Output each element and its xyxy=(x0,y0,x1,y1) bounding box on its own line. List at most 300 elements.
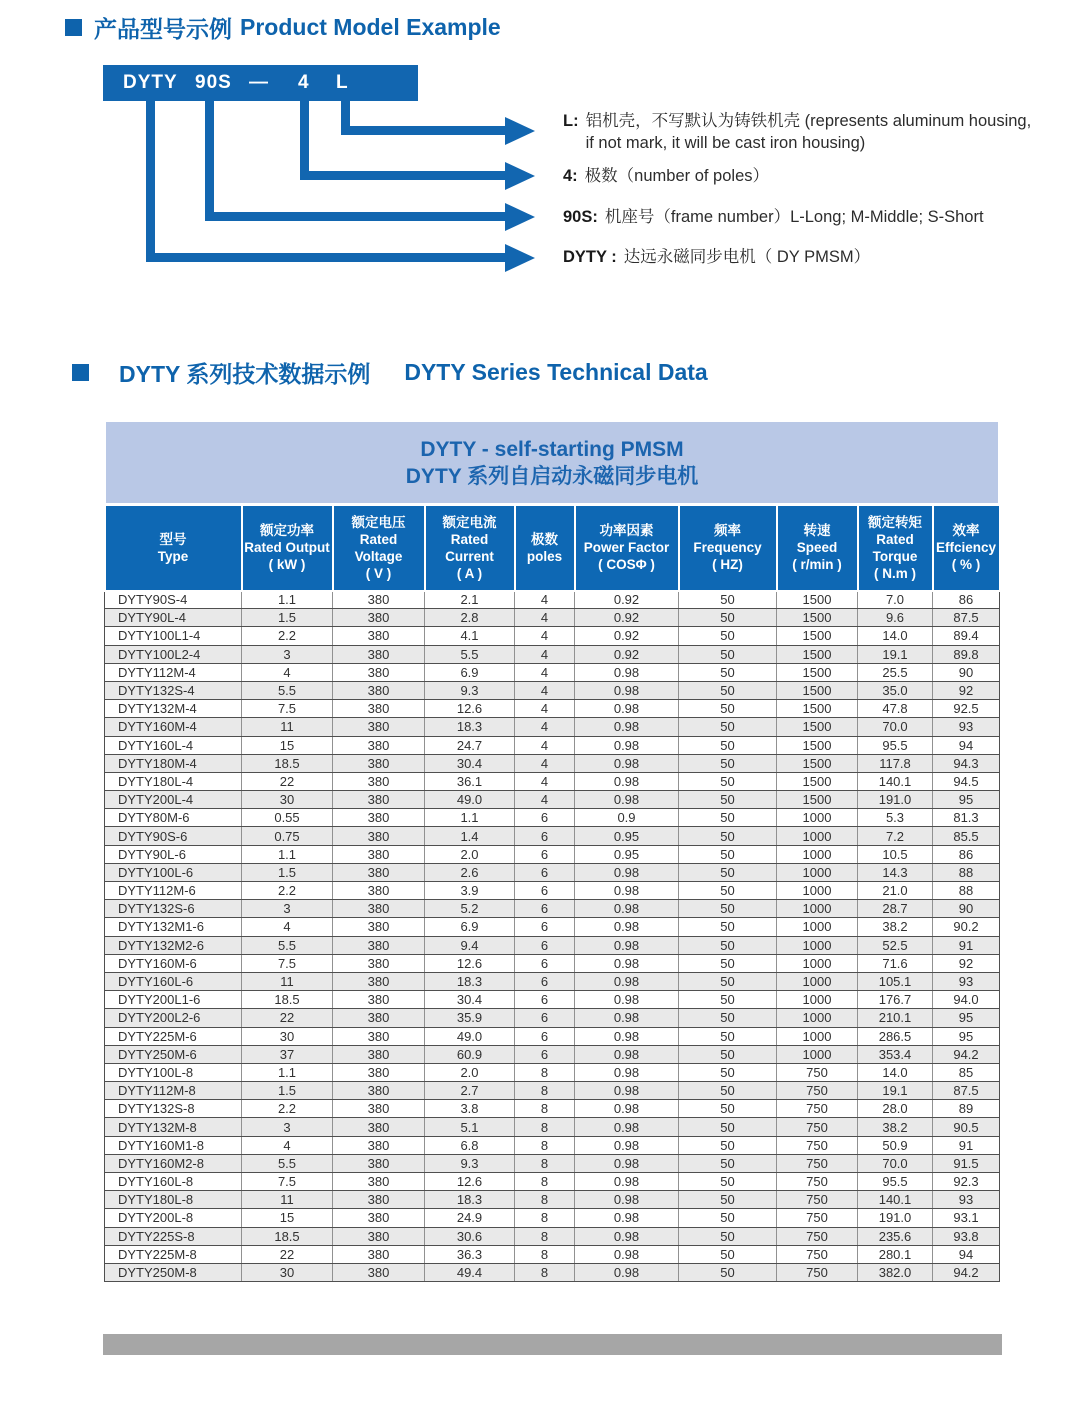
table-cell: 750 xyxy=(777,1154,858,1172)
table-cell: 50 xyxy=(679,1227,777,1245)
table-cell: 93 xyxy=(933,1191,1000,1209)
table-cell: 93 xyxy=(933,972,1000,990)
table-cell: 4 xyxy=(515,609,575,627)
table-cell: 0.98 xyxy=(575,1154,679,1172)
table-cell: 750 xyxy=(777,1082,858,1100)
table-cell: 50 xyxy=(679,1191,777,1209)
table-cell: DYTY100L2-4 xyxy=(105,645,242,663)
table-cell: 0.98 xyxy=(575,700,679,718)
table-cell: 50 xyxy=(679,1118,777,1136)
table-cell: 90.5 xyxy=(933,1118,1000,1136)
column-header: 极数 poles xyxy=(515,505,575,591)
table-cell: 1500 xyxy=(777,772,858,790)
table-header-row xyxy=(105,505,1000,591)
callout-text: 铝机壳，不写默认为铸铁机壳 (represents aluminum housing, if not mark, it will be cast iron housing) xyxy=(585,112,1032,152)
table-cell: 6 xyxy=(515,809,575,827)
table-row xyxy=(105,1009,1000,1027)
table-cell: 88 xyxy=(933,863,1000,881)
table-cell: 0.98 xyxy=(575,1227,679,1245)
table-row xyxy=(105,918,1000,936)
table-cell: 4 xyxy=(515,791,575,809)
table-cell: 191.0 xyxy=(858,791,933,809)
table-cell: DYTY160L-4 xyxy=(105,736,242,754)
table-cell: 30.4 xyxy=(425,754,515,772)
table-cell: 140.1 xyxy=(858,772,933,790)
table-cell: 5.5 xyxy=(242,681,333,699)
table-cell: 1000 xyxy=(777,863,858,881)
table-cell: 1.5 xyxy=(242,609,333,627)
table-cell: 50 xyxy=(679,1063,777,1081)
callout-key: 4: xyxy=(563,167,578,185)
table-title-en: DYTY - self-starting PMSM xyxy=(420,437,684,461)
table-cell: 380 xyxy=(333,681,425,699)
table-cell: 0.98 xyxy=(575,1082,679,1100)
table-row xyxy=(105,900,1000,918)
table-cell: 86 xyxy=(933,591,1000,609)
table-cell: 0.98 xyxy=(575,1063,679,1081)
table-cell: 8 xyxy=(515,1191,575,1209)
table-cell: 380 xyxy=(333,1209,425,1227)
table-cell: 1000 xyxy=(777,1027,858,1045)
table-cell: 380 xyxy=(333,882,425,900)
table-cell: 2.2 xyxy=(242,627,333,645)
model-callout xyxy=(563,110,1033,154)
table-cell: 286.5 xyxy=(858,1027,933,1045)
table-cell: 0.95 xyxy=(575,827,679,845)
table-cell: 50 xyxy=(679,1082,777,1100)
table-cell: 7.2 xyxy=(858,827,933,845)
table-cell: 50 xyxy=(679,700,777,718)
table-cell: 8 xyxy=(515,1136,575,1154)
table-cell: 70.0 xyxy=(858,718,933,736)
table-cell: 50 xyxy=(679,991,777,1009)
table-row xyxy=(105,954,1000,972)
table-cell: 1.1 xyxy=(242,1063,333,1081)
table-cell: 380 xyxy=(333,736,425,754)
table-cell: 90 xyxy=(933,900,1000,918)
table-row xyxy=(105,591,1000,609)
table-cell: DYTY200L-8 xyxy=(105,1209,242,1227)
table-cell: 38.2 xyxy=(858,918,933,936)
table-row xyxy=(105,1100,1000,1118)
table-cell: 0.98 xyxy=(575,1136,679,1154)
table-cell: 210.1 xyxy=(858,1009,933,1027)
table-cell: 94.3 xyxy=(933,754,1000,772)
table-cell: 50 xyxy=(679,627,777,645)
table-cell: 0.98 xyxy=(575,681,679,699)
table-cell: 0.98 xyxy=(575,1027,679,1045)
table-cell: 9.4 xyxy=(425,936,515,954)
table-cell: 176.7 xyxy=(858,991,933,1009)
table-cell: 91 xyxy=(933,936,1000,954)
callout-key: DYTY : xyxy=(563,248,617,266)
table-cell: 0.98 xyxy=(575,1245,679,1263)
bullet-square-icon xyxy=(65,19,82,36)
table-row xyxy=(105,845,1000,863)
table-cell: DYTY180L-4 xyxy=(105,772,242,790)
table-cell: 5.2 xyxy=(425,900,515,918)
table-cell: 50 xyxy=(679,1263,777,1281)
table-cell: 50 xyxy=(679,918,777,936)
table-cell: 90.2 xyxy=(933,918,1000,936)
table-footer-bar xyxy=(103,1334,1002,1355)
table-row xyxy=(105,1118,1000,1136)
table-cell: 28.0 xyxy=(858,1100,933,1118)
table-cell: 2.2 xyxy=(242,1100,333,1118)
table-cell: 1500 xyxy=(777,609,858,627)
table-cell: 0.98 xyxy=(575,1100,679,1118)
table-cell: 380 xyxy=(333,827,425,845)
table-cell: 0.55 xyxy=(242,809,333,827)
table-cell: 750 xyxy=(777,1100,858,1118)
table-cell: 380 xyxy=(333,1154,425,1172)
table-cell: 0.98 xyxy=(575,954,679,972)
table-cell: 8 xyxy=(515,1154,575,1172)
table-cell: 0.98 xyxy=(575,1173,679,1191)
table-cell: 1000 xyxy=(777,882,858,900)
table-cell: 6.9 xyxy=(425,663,515,681)
table-row xyxy=(105,700,1000,718)
table-cell: 380 xyxy=(333,1136,425,1154)
table-cell: 88 xyxy=(933,882,1000,900)
table-cell: 8 xyxy=(515,1209,575,1227)
table-cell: 2.7 xyxy=(425,1082,515,1100)
column-header: 额定电流 Rated Current ( A ) xyxy=(425,505,515,591)
table-cell: DYTY112M-6 xyxy=(105,882,242,900)
table-cell: 6.9 xyxy=(425,918,515,936)
table-cell: 50 xyxy=(679,663,777,681)
table-cell: 8 xyxy=(515,1118,575,1136)
table-row xyxy=(105,718,1000,736)
table-cell: 92 xyxy=(933,954,1000,972)
table-cell: 1.5 xyxy=(242,863,333,881)
table-title-zh: DYTY 系列自启动永磁同步电机 xyxy=(405,464,699,488)
table-cell: 30 xyxy=(242,791,333,809)
table-cell: 3.9 xyxy=(425,882,515,900)
table-cell: 5.1 xyxy=(425,1118,515,1136)
table-cell: 21.0 xyxy=(858,882,933,900)
table-cell: 1.1 xyxy=(242,591,333,609)
table-cell: 36.1 xyxy=(425,772,515,790)
model-part-frame: 90S xyxy=(195,72,232,93)
table-cell: 25.5 xyxy=(858,663,933,681)
connector-line xyxy=(300,101,309,180)
table-cell: 95 xyxy=(933,791,1000,809)
table-cell: 18.3 xyxy=(425,972,515,990)
table-cell: 50 xyxy=(679,772,777,790)
table-row xyxy=(105,1154,1000,1172)
table-cell: DYTY90L-4 xyxy=(105,609,242,627)
table-cell: 4 xyxy=(515,718,575,736)
table-cell: 22 xyxy=(242,772,333,790)
table-cell: 50 xyxy=(679,645,777,663)
table-cell: 24.7 xyxy=(425,736,515,754)
table-cell: DYTY250M-8 xyxy=(105,1263,242,1281)
table-cell: 380 xyxy=(333,591,425,609)
table-cell: 95 xyxy=(933,1027,1000,1045)
table-cell: 6 xyxy=(515,863,575,881)
table-cell: DYTY225M-8 xyxy=(105,1245,242,1263)
model-part-housing: L xyxy=(336,72,349,93)
table-cell: DYTY132S-8 xyxy=(105,1100,242,1118)
table-row xyxy=(105,936,1000,954)
callout-text: 达远永磁同步电机（ DY PMSM） xyxy=(623,248,871,266)
table-cell: 3 xyxy=(242,645,333,663)
table-cell: DYTY160M1-8 xyxy=(105,1136,242,1154)
table-cell: 87.5 xyxy=(933,609,1000,627)
table-cell: DYTY90L-6 xyxy=(105,845,242,863)
table-cell: 6 xyxy=(515,991,575,1009)
table-cell: 0.9 xyxy=(575,809,679,827)
table-cell: 15 xyxy=(242,736,333,754)
arrow-right-icon xyxy=(505,244,535,272)
table-cell: DYTY160L-8 xyxy=(105,1173,242,1191)
table-cell: 380 xyxy=(333,1118,425,1136)
table-cell: 50 xyxy=(679,827,777,845)
table-cell: 70.0 xyxy=(858,1154,933,1172)
table-cell: 380 xyxy=(333,972,425,990)
table-row xyxy=(105,772,1000,790)
connector-line xyxy=(146,101,155,262)
table-cell: DYTY160M-6 xyxy=(105,954,242,972)
table-cell: 50 xyxy=(679,1045,777,1063)
table-cell: 12.6 xyxy=(425,1173,515,1191)
table-row xyxy=(105,1027,1000,1045)
table-row xyxy=(105,1245,1000,1263)
table-cell: 1000 xyxy=(777,972,858,990)
table-row xyxy=(105,791,1000,809)
table-cell: 4 xyxy=(515,700,575,718)
table-cell: 0.98 xyxy=(575,791,679,809)
table-cell: 93.1 xyxy=(933,1209,1000,1227)
table-cell: 380 xyxy=(333,936,425,954)
table-cell: 1000 xyxy=(777,845,858,863)
table-cell: 0.98 xyxy=(575,1045,679,1063)
table-row xyxy=(105,1173,1000,1191)
table-cell: 140.1 xyxy=(858,1191,933,1209)
table-cell: 1.5 xyxy=(242,1082,333,1100)
table-cell: 1500 xyxy=(777,681,858,699)
table-cell: 50 xyxy=(679,1027,777,1045)
table-cell: 18.3 xyxy=(425,718,515,736)
column-header: 转速 Speed ( r/min ) xyxy=(777,505,858,591)
table-cell: DYTY100L-6 xyxy=(105,863,242,881)
table-cell: 50 xyxy=(679,791,777,809)
table-cell: 11 xyxy=(242,972,333,990)
table-cell: 50 xyxy=(679,1136,777,1154)
table-cell: DYTY132M-8 xyxy=(105,1118,242,1136)
table-cell: 380 xyxy=(333,954,425,972)
table-cell: 117.8 xyxy=(858,754,933,772)
table-cell: 1500 xyxy=(777,591,858,609)
table-cell: 50 xyxy=(679,936,777,954)
table-cell: 90 xyxy=(933,663,1000,681)
table-cell: 81.3 xyxy=(933,809,1000,827)
table-cell: DYTY100L-8 xyxy=(105,1063,242,1081)
table-cell: DYTY180M-4 xyxy=(105,754,242,772)
table-cell: 6 xyxy=(515,972,575,990)
table-cell: 1000 xyxy=(777,991,858,1009)
table-row xyxy=(105,736,1000,754)
table-cell: 1500 xyxy=(777,645,858,663)
table-cell: 9.3 xyxy=(425,681,515,699)
table-cell: 0.98 xyxy=(575,736,679,754)
table-cell: 50 xyxy=(679,1009,777,1027)
table-cell: 30.4 xyxy=(425,991,515,1009)
table-cell: 52.5 xyxy=(858,936,933,954)
table-cell: 0.98 xyxy=(575,900,679,918)
table-cell: 50 xyxy=(679,754,777,772)
technical-data-table-wrap xyxy=(103,419,1000,1282)
technical-data-table xyxy=(103,419,1001,1282)
table-cell: DYTY160M-4 xyxy=(105,718,242,736)
column-header: 功率因素 Power Factor ( COSΦ ) xyxy=(575,505,679,591)
table-cell: 3.8 xyxy=(425,1100,515,1118)
table-cell: 8 xyxy=(515,1063,575,1081)
table-cell: 750 xyxy=(777,1245,858,1263)
table-cell: 750 xyxy=(777,1118,858,1136)
table-cell: DYTY200L1-6 xyxy=(105,991,242,1009)
table-cell: 105.1 xyxy=(858,972,933,990)
table-row xyxy=(105,882,1000,900)
table-cell: 18.5 xyxy=(242,754,333,772)
table-cell: 91.5 xyxy=(933,1154,1000,1172)
table-cell: 0.98 xyxy=(575,1118,679,1136)
table-cell: 35.0 xyxy=(858,681,933,699)
table-cell: 49.4 xyxy=(425,1263,515,1281)
table-cell: 0.98 xyxy=(575,1191,679,1209)
table-cell: 380 xyxy=(333,627,425,645)
table-cell: 50 xyxy=(679,1209,777,1227)
table-cell: 0.98 xyxy=(575,754,679,772)
table-cell: 1000 xyxy=(777,900,858,918)
table-cell: 1500 xyxy=(777,754,858,772)
model-part-dash: — xyxy=(249,72,269,93)
table-cell: 1000 xyxy=(777,809,858,827)
section2-title-zh: DYTY 系列技术数据示例 xyxy=(119,361,371,387)
table-cell: 92 xyxy=(933,681,1000,699)
table-cell: 50 xyxy=(679,845,777,863)
column-header: 频率 Frequency ( HZ) xyxy=(679,505,777,591)
connector-line xyxy=(341,126,505,135)
table-cell: 5.5 xyxy=(242,1154,333,1172)
table-cell: 1500 xyxy=(777,627,858,645)
table-row xyxy=(105,1082,1000,1100)
table-cell: 0.98 xyxy=(575,863,679,881)
table-cell: 4 xyxy=(515,681,575,699)
table-cell: 0.92 xyxy=(575,627,679,645)
table-cell: 6 xyxy=(515,900,575,918)
table-cell: 24.9 xyxy=(425,1209,515,1227)
table-cell: 1000 xyxy=(777,954,858,972)
table-row xyxy=(105,645,1000,663)
table-cell: 50 xyxy=(679,1154,777,1172)
table-cell: 95 xyxy=(933,1009,1000,1027)
table-cell: 382.0 xyxy=(858,1263,933,1281)
table-cell: 1.1 xyxy=(242,845,333,863)
model-callout xyxy=(563,165,1033,187)
table-cell: 6 xyxy=(515,918,575,936)
table-cell: 380 xyxy=(333,1082,425,1100)
table-cell: 14.0 xyxy=(858,1063,933,1081)
table-cell: DYTY132S-6 xyxy=(105,900,242,918)
table-cell: 380 xyxy=(333,863,425,881)
table-cell: 89.4 xyxy=(933,627,1000,645)
table-cell: 38.2 xyxy=(858,1118,933,1136)
table-cell: 8 xyxy=(515,1227,575,1245)
table-cell: 0.98 xyxy=(575,772,679,790)
table-cell: 47.8 xyxy=(858,700,933,718)
table-cell: 4 xyxy=(515,627,575,645)
table-cell: 6 xyxy=(515,827,575,845)
table-cell: 8 xyxy=(515,1263,575,1281)
table-cell: 380 xyxy=(333,772,425,790)
table-cell: 0.98 xyxy=(575,1009,679,1027)
table-cell: 1500 xyxy=(777,736,858,754)
table-cell: 30.6 xyxy=(425,1227,515,1245)
table-cell: DYTY90S-4 xyxy=(105,591,242,609)
table-cell: 0.98 xyxy=(575,936,679,954)
connector-line xyxy=(205,101,214,221)
table-cell: 95.5 xyxy=(858,736,933,754)
section2-title xyxy=(72,356,708,389)
table-cell: 12.6 xyxy=(425,954,515,972)
table-row xyxy=(105,1227,1000,1245)
table-cell: DYTY160M2-8 xyxy=(105,1154,242,1172)
table-cell: 9.3 xyxy=(425,1154,515,1172)
arrow-right-icon xyxy=(505,117,535,145)
table-cell: 6 xyxy=(515,1045,575,1063)
table-cell: 750 xyxy=(777,1191,858,1209)
table-cell: DYTY132M2-6 xyxy=(105,936,242,954)
table-cell: 50 xyxy=(679,900,777,918)
table-cell: 50.9 xyxy=(858,1136,933,1154)
table-cell: 380 xyxy=(333,1263,425,1281)
table-cell: 1500 xyxy=(777,700,858,718)
table-cell: 235.6 xyxy=(858,1227,933,1245)
table-cell: 89.8 xyxy=(933,645,1000,663)
table-cell: DYTY180L-8 xyxy=(105,1191,242,1209)
table-cell: 0.98 xyxy=(575,718,679,736)
table-cell: DYTY112M-8 xyxy=(105,1082,242,1100)
table-cell: 0.95 xyxy=(575,845,679,863)
table-cell: 18.5 xyxy=(242,991,333,1009)
table-cell: 50 xyxy=(679,718,777,736)
arrow-right-icon xyxy=(505,162,535,190)
table-cell: 50 xyxy=(679,882,777,900)
table-cell: 2.0 xyxy=(425,1063,515,1081)
table-cell: 380 xyxy=(333,609,425,627)
table-cell: 0.75 xyxy=(242,827,333,845)
table-row xyxy=(105,1136,1000,1154)
table-cell: 4 xyxy=(515,591,575,609)
table-cell: 35.9 xyxy=(425,1009,515,1027)
table-cell: 15 xyxy=(242,1209,333,1227)
table-cell: 191.0 xyxy=(858,1209,933,1227)
table-cell: DYTY132S-4 xyxy=(105,681,242,699)
table-cell: 86 xyxy=(933,845,1000,863)
table-cell: DYTY132M-4 xyxy=(105,700,242,718)
table-cell: 30 xyxy=(242,1263,333,1281)
table-cell: 1000 xyxy=(777,936,858,954)
table-cell: 6 xyxy=(515,1009,575,1027)
table-row xyxy=(105,609,1000,627)
column-header: 效率 Effciency ( % ) xyxy=(933,505,1000,591)
table-cell: 85 xyxy=(933,1063,1000,1081)
table-cell: 1000 xyxy=(777,918,858,936)
table-cell: 380 xyxy=(333,845,425,863)
table-cell: 8 xyxy=(515,1100,575,1118)
